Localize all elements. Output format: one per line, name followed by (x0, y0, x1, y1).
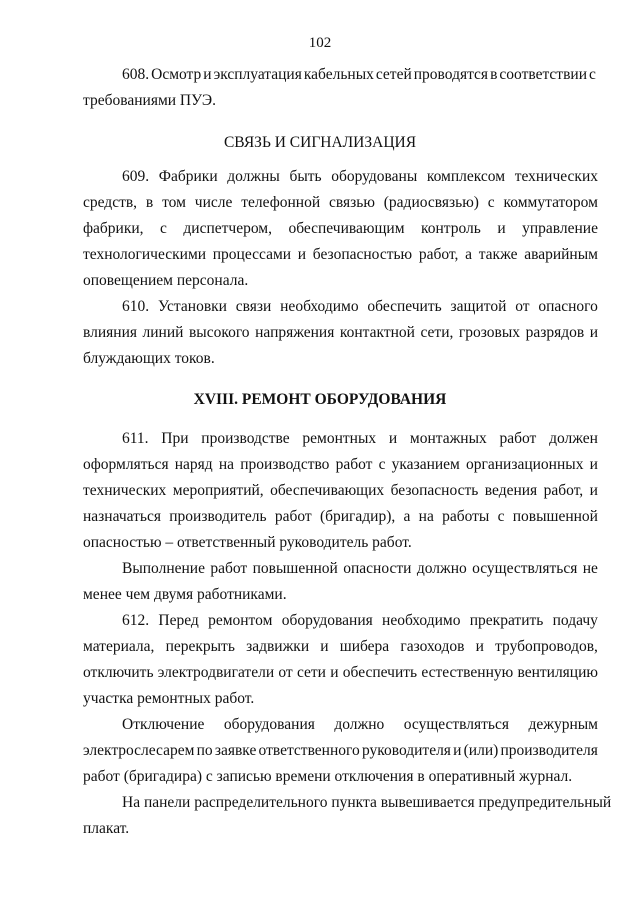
word: с (497, 508, 505, 525)
word: обеспечивающих (270, 482, 385, 499)
word: на (418, 508, 434, 525)
word: грозовых (458, 324, 521, 341)
word: и (589, 482, 598, 499)
word: аварийным (524, 246, 598, 263)
word: электродвигатели (157, 664, 275, 681)
word: с (160, 220, 167, 237)
word: ответственного (258, 742, 360, 759)
word: оборудования (223, 716, 315, 733)
word: повышенной (252, 560, 338, 577)
word: с (589, 66, 596, 83)
word: и (453, 742, 462, 759)
word: связью (329, 194, 375, 211)
word: электрослесарем (83, 742, 195, 759)
word: безопасность (390, 482, 479, 499)
word: наряд (174, 456, 213, 473)
word: Выполнение (122, 560, 205, 577)
word: диспетчером, (183, 220, 272, 237)
word: работ (210, 560, 248, 577)
word: на (218, 456, 235, 473)
word: монтажных (409, 430, 487, 447)
word: обеспечивающим (288, 220, 405, 237)
word: от (278, 664, 293, 681)
word: числе (194, 194, 233, 211)
paragraph-609-line-4 (83, 246, 598, 264)
word: и (330, 664, 339, 681)
word: контроль (420, 220, 481, 237)
word: прекратить (469, 612, 544, 629)
word: работ (274, 508, 312, 525)
word: работ, (418, 246, 459, 263)
word: также (478, 246, 518, 263)
word: (радиосвязью) (383, 194, 479, 211)
word: работ (335, 456, 373, 473)
word: вентиляцию (517, 664, 598, 681)
paragraph-611-line-4 (83, 508, 598, 526)
word: работ (499, 430, 537, 447)
word: 611. (122, 430, 149, 447)
word: ремонтных (302, 430, 377, 447)
paragraph-612b-line-1 (122, 716, 598, 734)
paragraph-608-line-2: требованиями ПУЭ. (83, 92, 216, 109)
word: защитой (450, 298, 507, 315)
word: необходимо (280, 298, 359, 315)
word: с (378, 456, 386, 473)
word: высокого (188, 324, 250, 341)
word: по (196, 742, 213, 759)
paragraph-609-line-2 (83, 194, 598, 212)
word: назначаться (83, 508, 161, 525)
word: процессами (212, 246, 292, 263)
paragraph-609-line-1 (122, 168, 598, 186)
word: технологическими (83, 246, 207, 263)
word: должен (549, 430, 598, 447)
word: эксплуатация (213, 66, 302, 83)
word: сетей (375, 66, 412, 83)
paragraph-611b-line-1 (122, 560, 598, 578)
word: материала, (83, 638, 155, 655)
paragraph-612c-line-1: На панели распределительного пункта вывешивается предупредительный (122, 794, 612, 811)
word: оформляться (83, 456, 169, 473)
word: производителя (500, 742, 598, 759)
word: трубопроводов, (495, 638, 598, 655)
word: ведения (484, 482, 538, 499)
word: обеспечить (342, 664, 418, 681)
word: оборудования (281, 612, 373, 629)
word: должно (334, 716, 385, 733)
word: должно (416, 560, 467, 577)
word: осуществляться (403, 716, 510, 733)
page-number: 102 (308, 35, 332, 51)
word: Перед (158, 612, 199, 629)
word: и (388, 430, 398, 447)
section-heading-communication: СВЯЗЬ И СИГНАЛИЗАЦИЯ (223, 134, 417, 151)
word: перекрыть (165, 638, 235, 655)
paragraph-611-line-3 (83, 482, 598, 500)
word: проводятся (413, 66, 489, 83)
paragraph-612c-line-2: плакат. (83, 820, 130, 837)
word: руководителя (361, 742, 451, 759)
word: и (203, 66, 212, 83)
word: и (589, 456, 598, 473)
word: с (487, 194, 495, 211)
word: 608. (122, 66, 150, 83)
word: мероприятий, (172, 482, 264, 499)
word: технических (83, 482, 167, 499)
word: заявке (214, 742, 257, 759)
word: обеспечить (367, 298, 442, 315)
word: Отключение (122, 716, 205, 733)
word: необходимо (382, 612, 461, 629)
paragraph-610-line-3: блуждающих токов. (83, 350, 215, 367)
word: и (589, 324, 598, 341)
word: 612. (122, 612, 150, 629)
word: производстве (201, 430, 290, 447)
word: в (145, 194, 154, 211)
paragraph-612-line-4: участка ремонтных работ. (83, 690, 255, 707)
paragraph-612b-line-3: работ (бригадира) с записью времени отключения в оперативный журнал. (83, 768, 573, 785)
word: подачу (552, 612, 598, 629)
word: комплексом (426, 168, 506, 185)
word: технических (514, 168, 598, 185)
word: средств, (83, 194, 138, 211)
word: Фабрики (158, 168, 218, 185)
word: 609. (122, 168, 150, 185)
paragraph-612-line-3 (83, 664, 598, 682)
word: и (475, 638, 484, 655)
word: а (403, 508, 411, 525)
paragraph-611b-line-2: менее чем двумя работниками. (83, 586, 287, 603)
paragraph-612b-line-2 (83, 742, 598, 760)
word: (бригадир), (319, 508, 396, 525)
word: сети, (420, 324, 454, 341)
word: в (490, 66, 498, 83)
word: дежурным (528, 716, 598, 733)
word: ремонтом (208, 612, 273, 629)
word: коммутатором (503, 194, 598, 211)
paragraph-608-line-1 (122, 66, 596, 84)
word: фабрики, (83, 220, 144, 237)
word: При (161, 430, 189, 447)
word: влияния (83, 324, 137, 341)
word: работ, (543, 482, 584, 499)
word: Установки (157, 298, 227, 315)
word: том (162, 194, 186, 211)
word: безопасностью (312, 246, 413, 263)
paragraph-612-line-1 (122, 612, 598, 630)
word: производитель (169, 508, 267, 525)
word: газоходов (400, 638, 465, 655)
paragraph-610-line-2 (83, 324, 598, 342)
paragraph-609-line-3 (83, 220, 598, 238)
word: телефонной (241, 194, 321, 211)
word: кабельных (303, 66, 374, 83)
word: 610. (122, 298, 150, 315)
word: производство (240, 456, 330, 473)
word: опасности (343, 560, 412, 577)
paragraph-609-line-5: оповещением персонала. (83, 272, 249, 289)
word: и (297, 246, 307, 263)
word: Осмотр (151, 66, 202, 83)
word: осуществляться (472, 560, 578, 577)
word: быть (289, 168, 322, 185)
word: шибера (339, 638, 390, 655)
word: разрядов (525, 324, 585, 341)
paragraph-612-line-2 (83, 638, 598, 656)
word: опасного (538, 298, 598, 315)
word: отключить (83, 664, 154, 681)
word: линий (142, 324, 184, 341)
paragraph-610-line-1 (122, 298, 598, 316)
word: указанием (391, 456, 460, 473)
word: задвижки (246, 638, 310, 655)
word: должны (227, 168, 280, 185)
word: оборудованы (331, 168, 418, 185)
word: не (582, 560, 598, 577)
word: а (465, 246, 472, 263)
paragraph-611-line-1 (122, 430, 598, 448)
word: и (320, 638, 329, 655)
word: естественную (421, 664, 514, 681)
word: связи (235, 298, 272, 315)
word: сети (296, 664, 326, 681)
word: соответствии (499, 66, 587, 83)
word: контактной (339, 324, 415, 341)
paragraph-611-line-5: опасностью – ответственный руководитель работ. (83, 534, 412, 551)
word: повышенной (512, 508, 598, 525)
word: и (497, 220, 506, 237)
word: работы (442, 508, 490, 525)
word: напряжения (255, 324, 335, 341)
paragraph-611-line-2 (83, 456, 598, 474)
word: от (515, 298, 530, 315)
word: (или) (463, 742, 499, 759)
word: управление (522, 220, 598, 237)
word: организационных (466, 456, 584, 473)
section-heading-repair: XVIII. РЕМОНТ ОБОРУДОВАНИЯ (193, 391, 447, 408)
